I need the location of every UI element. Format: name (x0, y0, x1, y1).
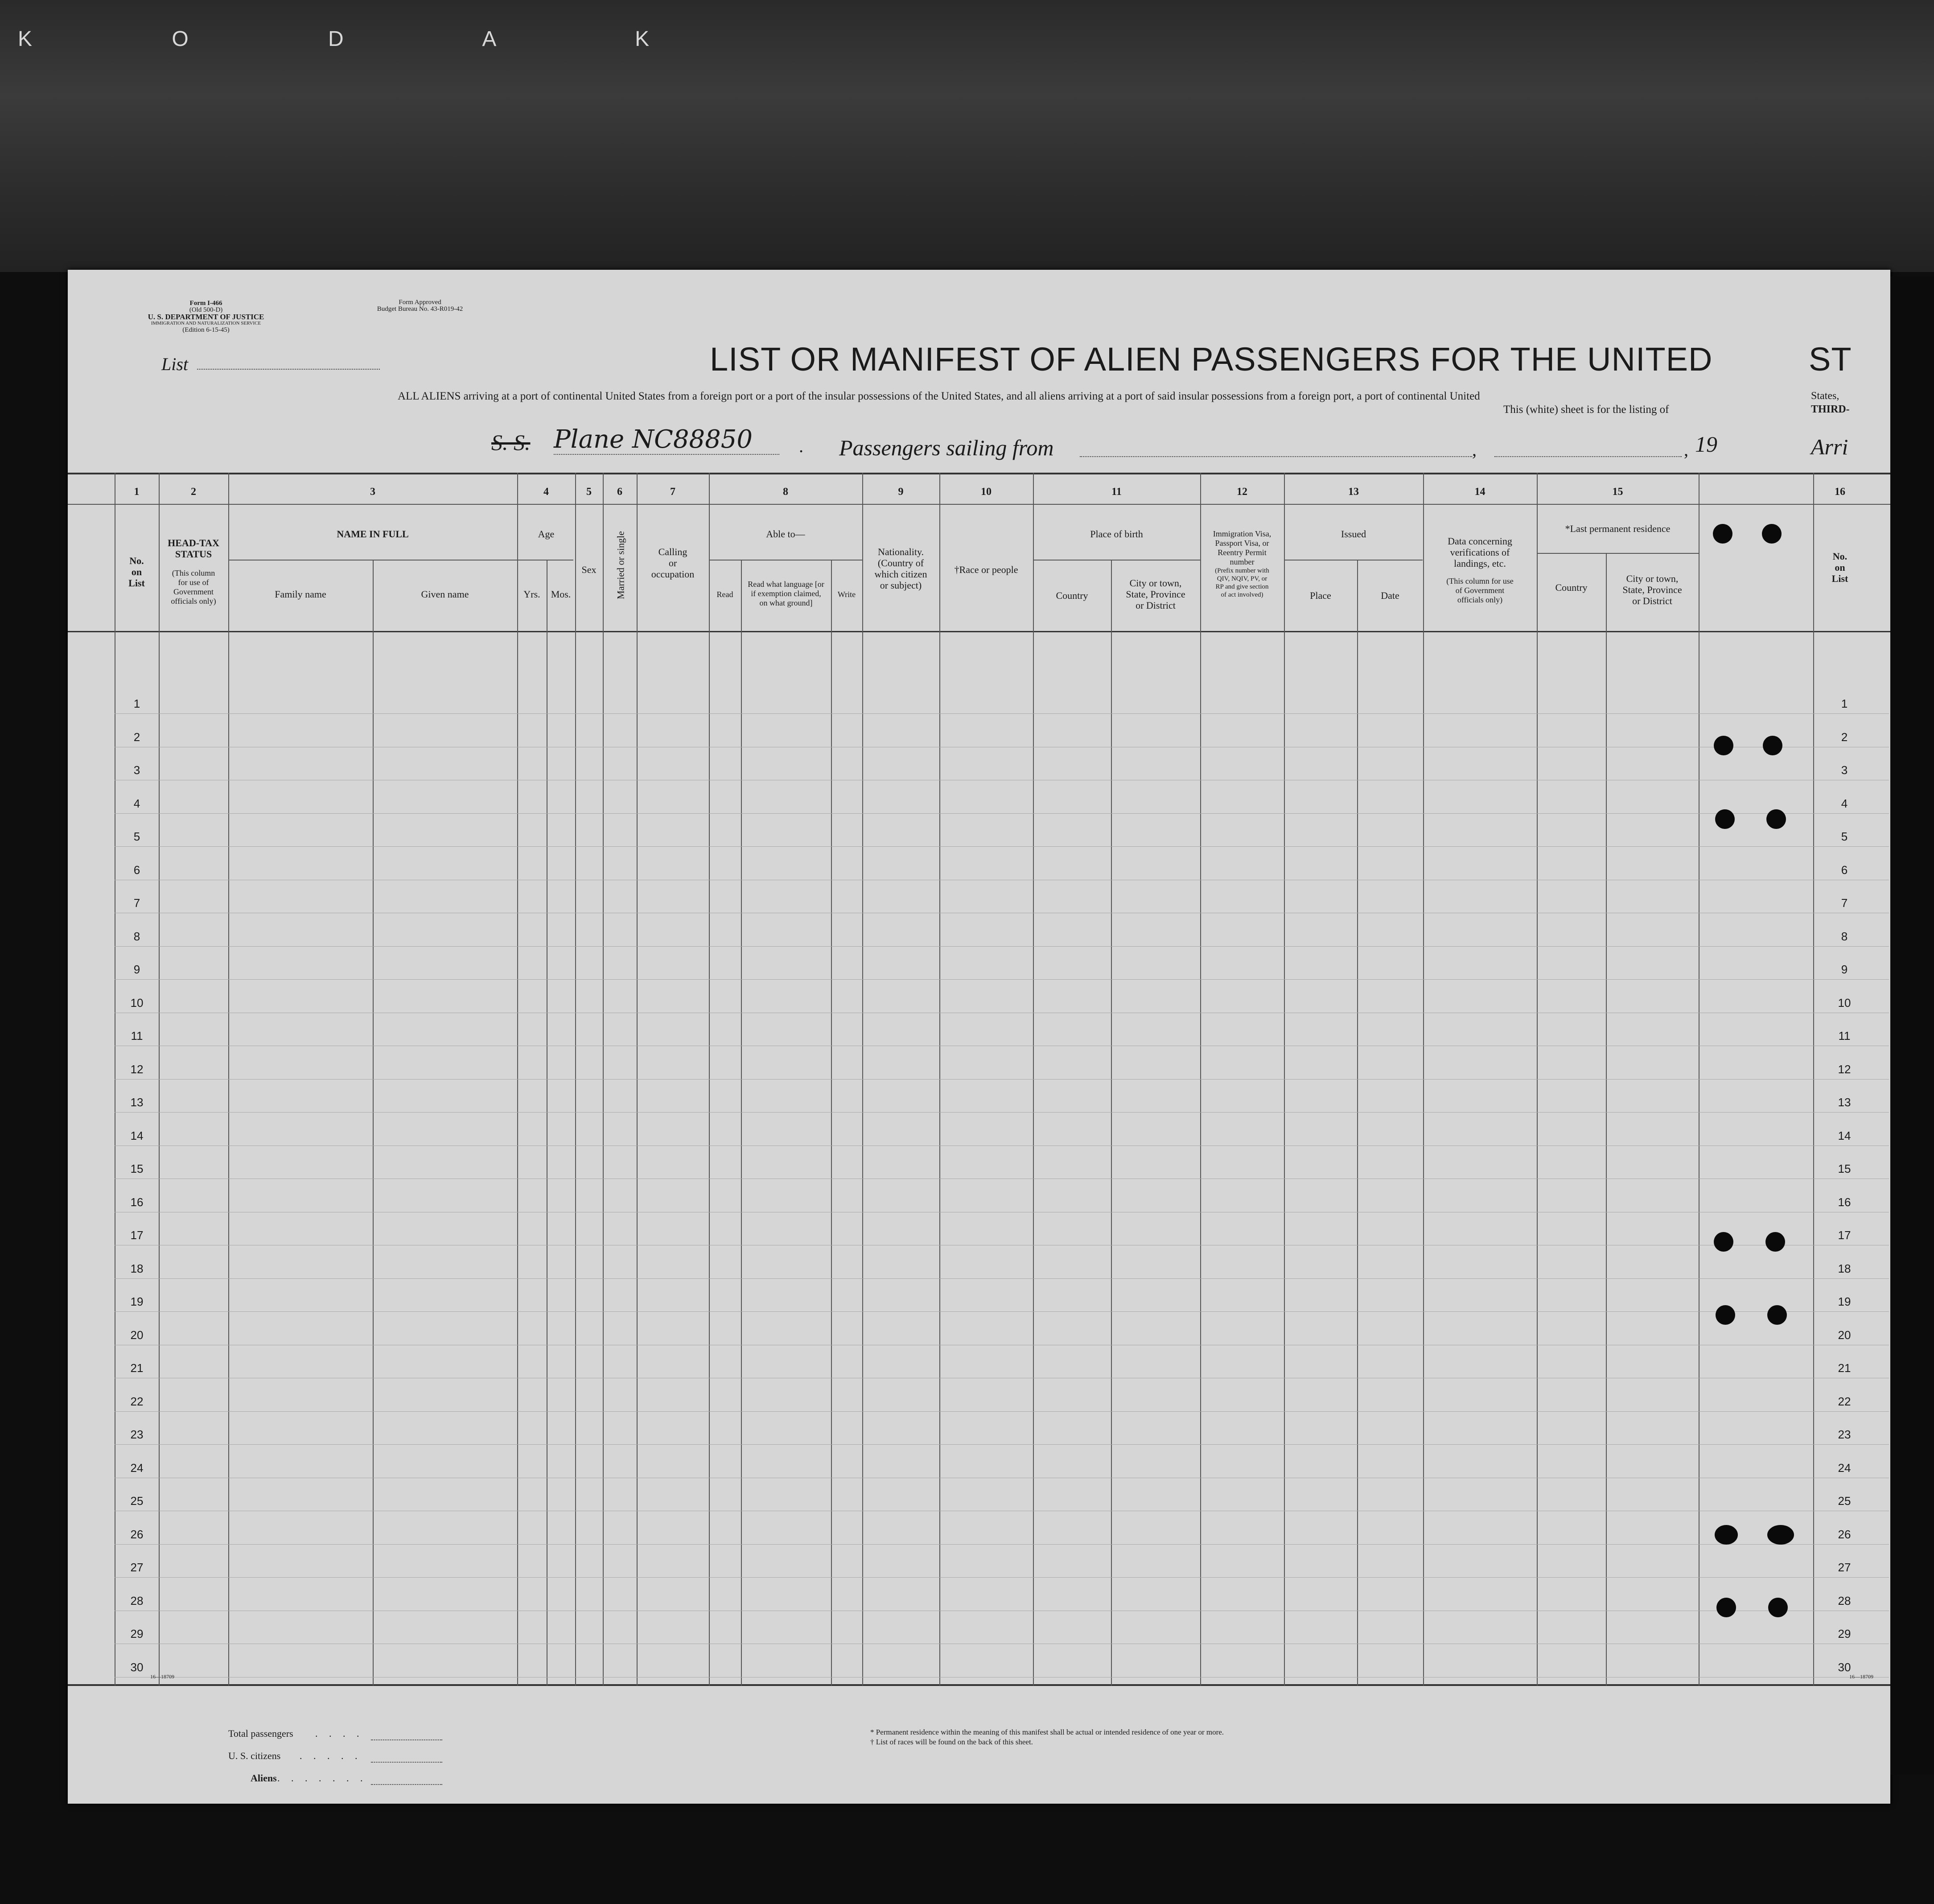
sailing-from-label: Passengers sailing from (839, 435, 1054, 460)
row-number-left: 21 (130, 1361, 144, 1375)
header-name-in-full: NAME IN FULL (337, 528, 409, 540)
col-line (373, 560, 374, 1686)
col-line (1606, 553, 1607, 1686)
row-number-right: 3 (1841, 763, 1848, 777)
row-number-left: 3 (133, 763, 140, 777)
header-write: Write (837, 590, 856, 599)
col-number-11: 11 (1111, 486, 1122, 498)
header-read: Read (716, 590, 733, 599)
form-edition: (Edition 6-15-45) (182, 326, 230, 334)
row-number-left: 8 (133, 930, 140, 943)
us-citizens-label: U. S. citizens (228, 1750, 281, 1761)
header-residence-city: City or town, State, Province or District (1622, 573, 1682, 606)
row-number-right: 24 (1838, 1461, 1851, 1475)
row-number-right: 19 (1838, 1295, 1851, 1308)
col-number-12: 12 (1237, 486, 1247, 498)
col-number-8: 8 (783, 486, 788, 498)
col-line (741, 560, 742, 1686)
punch-hole (1716, 1305, 1735, 1325)
ship-line-period: . (799, 436, 803, 456)
row-number-left: 28 (130, 1594, 144, 1607)
subtitle-continued-1: States, (1811, 390, 1839, 402)
header-yrs: Yrs. (523, 589, 540, 600)
punch-hole (1765, 1232, 1785, 1252)
page-edge-shadow (1890, 276, 1934, 1775)
arriving-continued: Arri (1811, 434, 1848, 459)
row-number-left: 22 (130, 1395, 144, 1408)
year-prefix: 19 (1695, 432, 1717, 457)
table-row[interactable] (115, 846, 1889, 847)
row-number-right: 11 (1838, 1029, 1851, 1043)
header-last-residence: *Last permanent residence (1565, 523, 1671, 534)
subtitle-line-2: This (white) sheet is for the listing of (1503, 404, 1669, 416)
header-sex: Sex (581, 564, 597, 575)
aliens-blank[interactable] (371, 1784, 442, 1785)
col-number-5: 5 (586, 486, 592, 498)
subtitle-line-1: ALL ALIENS arriving at a port of continental United States from a foreign port or a port of the insular possessions of the United States, and all aliens arriving at a port of said insular possessions from a foreign port, a port of continental United (398, 390, 1480, 402)
row-number-left: 19 (130, 1295, 144, 1308)
header-no-on-list-right: No. on List (1831, 551, 1848, 584)
header-issued-date: Date (1381, 590, 1399, 601)
form-header (144, 300, 268, 334)
manifest-title: LIST OR MANIFEST OF ALIEN PASSENGERS FOR THE UNITED (710, 341, 1713, 378)
leader-dots: . . . . . . . (277, 1772, 367, 1784)
row-number-left: 10 (130, 996, 144, 1010)
header-race: †Race or people (954, 564, 1018, 575)
ss-label: S. S. (491, 430, 531, 455)
budget-number: Budget Bureau No. 43-R019-42 (377, 305, 463, 313)
row-number-right: 5 (1841, 830, 1848, 843)
row-number-right: 20 (1838, 1328, 1851, 1342)
total-passengers-label: Total passengers (228, 1728, 293, 1739)
row-number-right: 2 (1841, 730, 1848, 744)
punch-hole (1715, 809, 1735, 829)
header-head-tax-note: (This column for use of Government officials only) (171, 569, 216, 606)
column-number-rule (68, 504, 1890, 505)
header-issued: Issued (1341, 528, 1366, 540)
leader-dots: . . . . (315, 1728, 364, 1739)
punch-hole (1714, 1232, 1733, 1252)
header-family-name: Family name (275, 589, 326, 600)
row-number-left: 15 (130, 1162, 144, 1175)
table-row[interactable] (115, 1577, 1889, 1578)
leader-dots: . . . . . (300, 1750, 362, 1761)
row-number-right: 13 (1838, 1096, 1851, 1109)
row-number-left: 24 (130, 1461, 144, 1475)
row-number-right: 15 (1838, 1162, 1851, 1175)
header-married-single: Married or single (615, 531, 626, 599)
print-code-right: 16—18709 (1849, 1673, 1873, 1680)
punch-hole (1715, 1525, 1738, 1545)
table-row[interactable] (115, 813, 1889, 814)
row-number-right: 17 (1838, 1228, 1851, 1242)
row-number-right: 12 (1838, 1063, 1851, 1076)
row-number-left: 20 (130, 1328, 144, 1342)
punch-hole (1714, 736, 1733, 755)
aliens-label: Aliens (251, 1772, 277, 1784)
row-number-left: 13 (130, 1096, 144, 1109)
row-number-left: 17 (130, 1228, 144, 1242)
punch-hole (1763, 736, 1782, 755)
row-number-right: 30 (1838, 1661, 1851, 1674)
col-line (1357, 560, 1358, 1686)
col-number-16: 16 (1835, 486, 1845, 498)
table-row[interactable] (115, 1444, 1889, 1445)
print-code-left: 16—18709 (150, 1673, 174, 1680)
row-number-left: 14 (130, 1129, 144, 1142)
header-data-note: (This column for use of Government officials only) (1446, 577, 1514, 604)
row-number-left: 27 (130, 1561, 144, 1574)
table-row[interactable] (115, 1311, 1889, 1312)
row-number-right: 9 (1841, 963, 1848, 976)
row-number-right: 8 (1841, 930, 1848, 943)
col-number-15: 15 (1612, 486, 1623, 498)
row-number-right: 16 (1838, 1195, 1851, 1209)
col-number-14: 14 (1474, 486, 1485, 498)
form-service: IMMIGRATION AND NATURALIZATION SERVICE (151, 321, 261, 326)
row-number-right: 14 (1838, 1129, 1851, 1142)
row-number-left: 12 (130, 1063, 144, 1076)
header-birth-country: Country (1056, 590, 1088, 601)
footnote-residence: * Permanent residence within the meaning of this manifest shall be actual or intended residence of one year or more. (870, 1728, 1224, 1736)
row-number-right: 7 (1841, 896, 1848, 910)
header-no-on-list: No. on List (128, 555, 145, 589)
row-number-right: 18 (1838, 1262, 1851, 1275)
col-number-2: 2 (191, 486, 196, 498)
col-number-10: 10 (981, 486, 992, 498)
row-number-left: 11 (131, 1029, 143, 1043)
total-passengers-blank[interactable] (371, 1739, 442, 1740)
header-given-name: Given name (421, 589, 469, 600)
row-number-right: 1 (1841, 697, 1848, 710)
row-number-left: 30 (130, 1661, 144, 1674)
row-number-left: 26 (130, 1528, 144, 1541)
header-place-of-birth: Place of birth (1090, 528, 1143, 540)
form-approval (353, 299, 487, 313)
row-number-left: 9 (133, 963, 140, 976)
list-blank[interactable] (197, 369, 380, 370)
row-number-left: 18 (130, 1262, 144, 1275)
date-blank[interactable] (1494, 456, 1682, 457)
list-label: List (161, 354, 189, 374)
col-number-4: 4 (543, 486, 549, 498)
row-number-right: 6 (1841, 863, 1848, 877)
header-birth-city: City or town, State, Province or District (1126, 577, 1185, 611)
punch-hole (1762, 524, 1782, 544)
row-number-right: 27 (1838, 1561, 1851, 1574)
form-approved: Form Approved (399, 299, 441, 306)
col-line (1111, 560, 1112, 1686)
col-number-6: 6 (617, 486, 622, 498)
table-row[interactable] (115, 979, 1889, 980)
punch-hole (1767, 1525, 1794, 1545)
film-code: K O D A K (18, 27, 716, 51)
us-citizens-blank[interactable] (371, 1762, 442, 1763)
manifest-title-continued: ST (1809, 341, 1852, 378)
punch-hole (1767, 1305, 1787, 1325)
table-row[interactable] (115, 713, 1889, 714)
col-line (831, 560, 832, 1686)
vessel-name-handwritten[interactable]: Plane NC88850 (554, 425, 779, 455)
residence-subheader-rule (1537, 553, 1699, 554)
table-row[interactable] (115, 1411, 1889, 1412)
row-number-right: 23 (1838, 1428, 1851, 1441)
ship-line-comma: , (1472, 440, 1477, 460)
table-top-rule (68, 473, 1890, 474)
row-number-right: 26 (1838, 1528, 1851, 1541)
row-number-left: 23 (130, 1428, 144, 1441)
table-bottom-rule (68, 1684, 1890, 1686)
subtitle-continued-2: THIRD- (1811, 404, 1850, 415)
row-number-right: 10 (1838, 996, 1851, 1010)
row-number-left: 4 (133, 797, 140, 810)
header-visa-note: (Prefix number with QIV, NQIV, PV, or RP and give section of act involved) (1215, 567, 1269, 598)
row-number-right: 21 (1838, 1361, 1851, 1375)
header-bottom-rule (68, 631, 1890, 632)
form-old-number: (Old 500-D) (189, 306, 223, 313)
ship-line-comma-2: , (1684, 440, 1688, 460)
row-number-left: 25 (130, 1494, 144, 1508)
row-number-right: 29 (1838, 1627, 1851, 1640)
col-number-1: 1 (134, 486, 140, 498)
table-row[interactable] (115, 946, 1889, 947)
header-issued-place: Place (1310, 590, 1331, 601)
col-number-9: 9 (898, 486, 904, 498)
form-number: Form I-466 (189, 300, 222, 307)
row-number-right: 28 (1838, 1594, 1851, 1607)
row-number-left: 1 (133, 697, 140, 710)
punch-hole (1716, 1598, 1736, 1617)
header-data-concerning: Data concerning verifications of landings, etc. (1448, 536, 1512, 569)
header-visa: Immigration Visa, Passport Visa, or Reentry Permit number (1213, 529, 1272, 566)
punch-hole (1766, 809, 1786, 829)
header-read-language: Read what language [or if exemption claimed, on what ground] (748, 580, 824, 607)
form-department: U. S. DEPARTMENT OF JUSTICE (148, 313, 264, 321)
row-number-right: 22 (1838, 1395, 1851, 1408)
row-number-left: 29 (130, 1627, 144, 1640)
table-row[interactable] (115, 1278, 1889, 1279)
row-number-left: 16 (130, 1195, 144, 1209)
row-number-right: 25 (1838, 1494, 1851, 1508)
punch-hole (1713, 524, 1732, 544)
col-number-13: 13 (1348, 486, 1359, 498)
header-calling: Calling or occupation (651, 546, 695, 580)
row-number-left: 6 (133, 863, 140, 877)
col-number-7: 7 (670, 486, 675, 498)
punch-hole (1768, 1598, 1788, 1617)
header-residence-country: Country (1555, 582, 1588, 593)
row-number-right: 4 (1841, 797, 1848, 810)
manifest-sheet (68, 270, 1890, 1804)
header-age: Age (538, 528, 555, 540)
table-row[interactable] (115, 1544, 1889, 1545)
col-number-3: 3 (370, 486, 375, 498)
footnote-races: † List of races will be found on the back of this sheet. (870, 1738, 1033, 1746)
sailing-from-blank[interactable] (1080, 456, 1472, 457)
header-mos: Mos. (551, 589, 571, 600)
row-number-left: 5 (133, 830, 140, 843)
table-row[interactable] (115, 1112, 1889, 1113)
row-number-left: 2 (133, 730, 140, 744)
header-head-tax: HEAD-TAX STATUS (168, 537, 219, 560)
table-row[interactable] (115, 1079, 1889, 1080)
header-able-to: Able to— (766, 528, 805, 540)
row-number-left: 7 (133, 896, 140, 910)
header-nationality: Nationality. (Country of which citizen or subject) (874, 546, 927, 591)
